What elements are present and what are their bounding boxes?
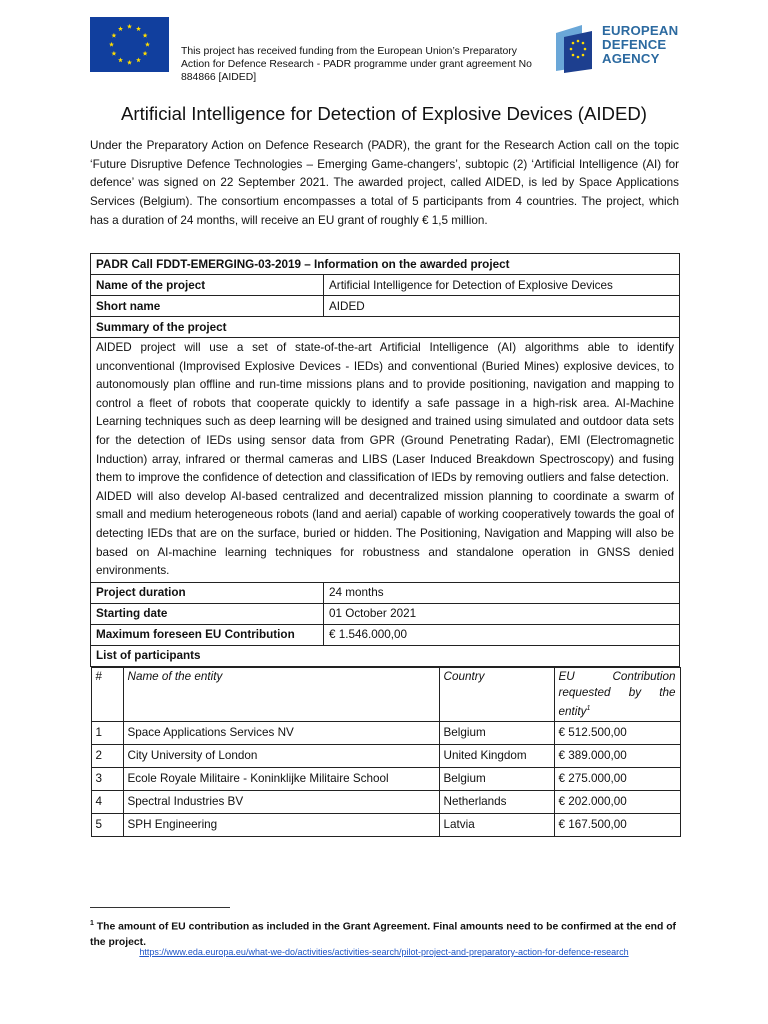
summary-paragraph-2: AIDED will also develop AI-based centralized and decentralized mission planning to coordinate a swarm of small and medium heterogeneous robots (land and aerial) capable of working cooperatively towards the goal of detecting IEDs that are on the surface, buried or hidden. The Positioning, Navigation and Mapping will also be based on AI-machine learning techniques for robustness and standalone operation in GNSS denied environments. bbox=[96, 489, 674, 578]
duration-label: Project duration bbox=[91, 582, 324, 603]
project-info-table bbox=[90, 253, 680, 837]
table-row bbox=[91, 338, 680, 583]
duration-value: 24 months bbox=[324, 582, 680, 603]
participant-entity: Ecole Royale Militaire - Koninklijke Militaire School bbox=[123, 767, 439, 790]
participants-header-row bbox=[91, 667, 680, 721]
table-heading: PADR Call FDDT-EMERGING-03-2019 – Information on the awarded project bbox=[91, 254, 680, 275]
short-name-value: AIDED bbox=[324, 296, 680, 317]
eu-star-icon bbox=[127, 24, 132, 29]
footnote-mark: 1 bbox=[90, 920, 94, 927]
table-row bbox=[91, 296, 680, 317]
eda-padr-link[interactable]: https://www.eda.europa.eu/what-we-do/activities/activities-search/pilot-project-and-preparatory-action-for-defence-research bbox=[139, 947, 629, 957]
eu-flag-logo bbox=[90, 17, 169, 72]
participant-country: Belgium bbox=[439, 767, 554, 790]
participant-country: Netherlands bbox=[439, 790, 554, 813]
eu-star-icon bbox=[118, 26, 123, 31]
intro-paragraph: Under the Preparatory Action on Defence Research (PADR), the grant for the Research Action call on the topic ‘Future Disruptive Defence Technologies – Emerging Game-changers’, subtopic (2) ‘Artificial Intelligence (AI) for defence’ was signed on 22 September 2021. The awarded project, called AIDED, is led by Space Applications Services (Belgium). The consortium encompasses a total of 5 participants from 4 countries. The project, which has a duration of 24 months, will receive an EU grant of roughly € 1,5 million. bbox=[90, 139, 679, 227]
header-contribution bbox=[554, 667, 680, 721]
participants-table bbox=[91, 667, 681, 837]
eda-logo bbox=[552, 17, 682, 79]
start-date-value: 01 October 2021 bbox=[324, 603, 680, 624]
participant-contribution: € 167.500,00 bbox=[554, 813, 680, 836]
funding-statement: This project has received funding from the European Union’s Preparatory Action for Defence Research - PADR programme under grant agreement No 884866 [AIDED] bbox=[181, 46, 532, 83]
eu-star-icon bbox=[109, 42, 114, 47]
participant-contribution: € 389.000,00 bbox=[554, 744, 680, 767]
participant-row bbox=[91, 767, 680, 790]
participant-num: 1 bbox=[91, 721, 123, 744]
eu-star-icon bbox=[127, 60, 132, 65]
eu-star-icon bbox=[136, 26, 141, 31]
eu-star-icon bbox=[111, 33, 116, 38]
page-title: Artificial Intelligence for Detection of Explosive Devices (AIDED) bbox=[121, 103, 647, 124]
eda-emblem-icon bbox=[552, 23, 596, 73]
eu-star-icon bbox=[111, 51, 116, 56]
participant-entity: City University of London bbox=[123, 744, 439, 767]
eda-word-3: AGENCY bbox=[602, 51, 660, 66]
header-country: Country bbox=[439, 667, 554, 721]
table-row bbox=[91, 582, 680, 603]
header-contribution-text: EU Contribution requested by the entity bbox=[558, 669, 676, 718]
table-row bbox=[91, 317, 680, 338]
participant-num: 4 bbox=[91, 790, 123, 813]
participant-row bbox=[91, 721, 680, 744]
participant-contribution: € 202.000,00 bbox=[554, 790, 680, 813]
summary-paragraph-1: AIDED project will use a set of state-of-the-art Artificial Intelligence (AI) algorithms able to identify unconventional (Improvised Explosive Devices - IEDs) and conventional (Buried Mines) explosive devices, to autonomously plan offline and run-time missions plans and to provide positioning, navigation and mapping to control a fleet of robots that cooperate quickly to identify a safe passage in a high-risk area. AI-Machine Learning techniques such as deep learning will be designed and trained using simulated and outdoor data sets for the detection of IEDs using sensor data from GPR (Ground Penetrating Radar), EMI (Electromagnetic Induction) array, infrared or thermal cameras and LIBS (Laser Induced Breakdown Spectroscopy) and fusing them to improve the confidence of detection and classification of IEDs by removing outliers and false detection. bbox=[96, 341, 674, 485]
project-name-label: Name of the project bbox=[91, 275, 324, 296]
eu-contribution-label: Maximum foreseen EU Contribution bbox=[91, 624, 324, 645]
eda-word-2: DEFENCE bbox=[602, 37, 667, 52]
footnote-text: The amount of EU contribution as included in the Grant Agreement. Final amounts need to be confirmed at the end of the project. bbox=[90, 921, 677, 949]
participant-row bbox=[91, 813, 680, 836]
start-date-label: Starting date bbox=[91, 603, 324, 624]
participant-entity: Space Applications Services NV bbox=[123, 721, 439, 744]
participants-label: List of participants bbox=[91, 645, 680, 666]
eda-word-1: EUROPEAN bbox=[602, 23, 679, 38]
short-name-label: Short name bbox=[91, 296, 324, 317]
table-row bbox=[91, 603, 680, 624]
participant-country: Belgium bbox=[439, 721, 554, 744]
participant-num: 5 bbox=[91, 813, 123, 836]
summary-label: Summary of the project bbox=[91, 317, 680, 338]
participant-entity: SPH Engineering bbox=[123, 813, 439, 836]
eu-star-icon bbox=[118, 57, 123, 62]
participant-row bbox=[91, 744, 680, 767]
eu-contribution-value: € 1.546.000,00 bbox=[324, 624, 680, 645]
footnote-ref: 1 bbox=[586, 704, 591, 712]
eu-stars-icon bbox=[90, 17, 169, 72]
table-row bbox=[91, 645, 680, 666]
participant-row bbox=[91, 790, 680, 813]
eu-star-icon bbox=[136, 57, 141, 62]
table-row bbox=[91, 666, 680, 836]
eda-wordmark bbox=[602, 24, 678, 66]
table-row bbox=[91, 624, 680, 645]
participant-num: 3 bbox=[91, 767, 123, 790]
participant-num: 2 bbox=[91, 744, 123, 767]
header-entity: Name of the entity bbox=[123, 667, 439, 721]
participant-contribution: € 275.000,00 bbox=[554, 767, 680, 790]
footnote-divider bbox=[90, 907, 230, 908]
participant-country: Latvia bbox=[439, 813, 554, 836]
eu-star-icon bbox=[143, 33, 148, 38]
footer-link-container bbox=[0, 947, 768, 957]
eu-star-icon bbox=[145, 42, 150, 47]
summary-cell bbox=[91, 338, 680, 583]
eu-star-icon bbox=[143, 51, 148, 56]
participant-entity: Spectral Industries BV bbox=[123, 790, 439, 813]
table-heading-row bbox=[91, 254, 680, 275]
table-row bbox=[91, 275, 680, 296]
header-num: # bbox=[91, 667, 123, 721]
project-name-value: Artificial Intelligence for Detection of Explosive Devices bbox=[324, 275, 680, 296]
participant-country: United Kingdom bbox=[439, 744, 554, 767]
participant-contribution: € 512.500,00 bbox=[554, 721, 680, 744]
participants-cell bbox=[91, 666, 680, 836]
